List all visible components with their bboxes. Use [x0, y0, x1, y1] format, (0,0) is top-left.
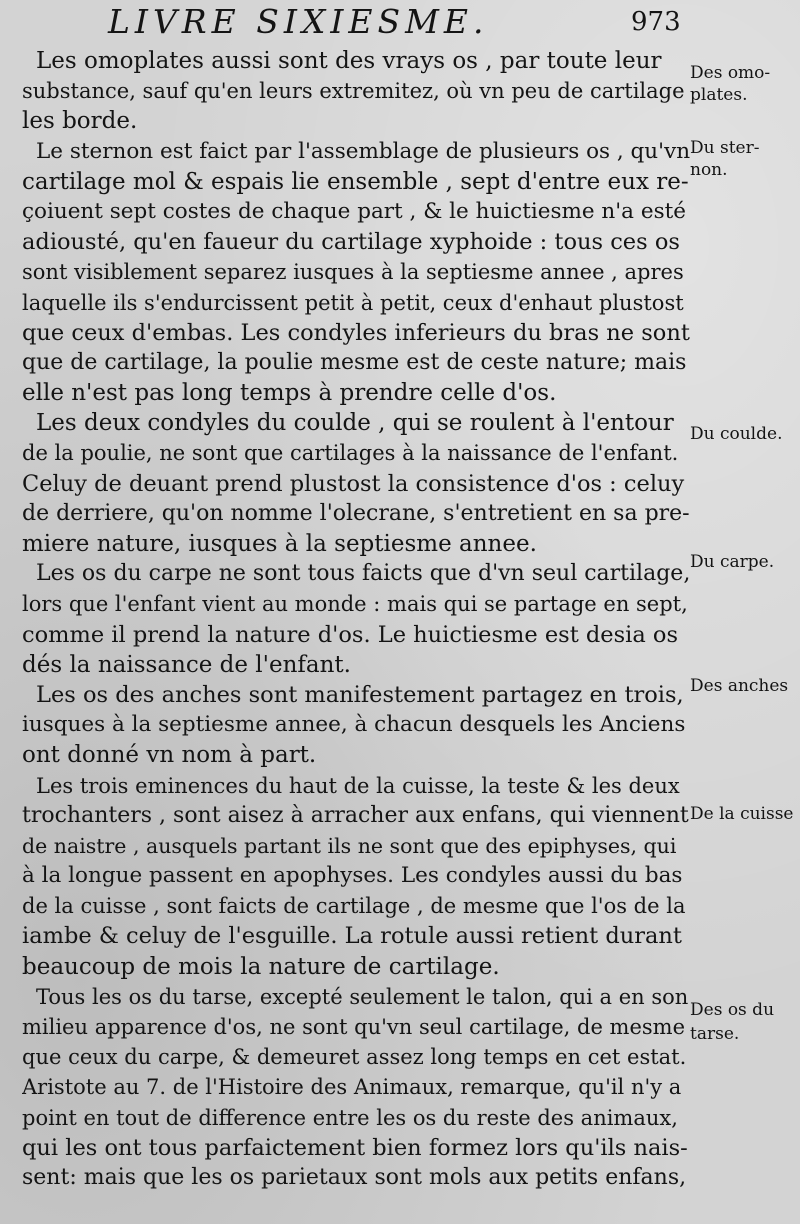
text-line: Les os du carpe ne sont tous faicts que d'vn seul cartilage, — [36, 561, 690, 587]
text-line: Le sternon est faict par l'assemblage de plusieurs os , qu'vn — [36, 138, 690, 164]
text-line: dés la naissance de l'enfant. — [22, 651, 351, 678]
text-line: comme il prend la nature d'os. Le huictiesme est desia os — [22, 621, 679, 648]
text-line: sont visiblement separez iusques à la septiesme annee , apres — [22, 260, 684, 285]
margin-note: Du coulde. — [690, 424, 783, 444]
text-line: miere nature, iusques à la septiesme annee. — [22, 531, 537, 557]
margin-note: tarse. — [690, 1024, 740, 1044]
margin-note: Du carpe. — [690, 552, 775, 572]
text-line: milieu apparence d'os, ne sont qu'vn seul cartilage, de mesme — [22, 1015, 686, 1039]
margin-note: non. — [690, 160, 728, 180]
text-line: lors que l'enfant vient au monde : mais qui se partage en sept, — [22, 592, 688, 617]
text-line: que ceux d'embas. Les condyles inferieurs du bras ne sont — [22, 319, 690, 346]
text-line: sent: mais que les os parietaux sont mols aux petits enfans, — [22, 1164, 687, 1190]
margin-note: Du ster- — [690, 138, 760, 158]
text-line: de la cuisse , sont faicts de cartilage , de mesme que l'os de la — [22, 894, 686, 919]
text-line: Tous les os du tarse, excepté seulement le talon, qui a en son — [36, 984, 689, 1009]
text-line: laquelle ils s'endurcissent petit à petit, ceux d'enhaut plustost — [22, 290, 684, 315]
text-line: de naistre , ausquels partant ils ne sont que des epiphyses, qui — [22, 833, 677, 858]
text-line: trochanters , sont aisez à arracher aux enfans, qui viennent — [22, 802, 689, 828]
text-line: ont donné vn nom à part. — [22, 742, 317, 769]
text-line: point en tout de difference entre les os du reste des animaux, — [22, 1105, 678, 1130]
running-head: LIVRE SIXIESME. — [108, 2, 489, 41]
text-line: de la poulie, ne sont que cartilages à la naissance de l'enfant. — [22, 441, 679, 466]
text-line: Les omoplates aussi sont des vrays os , par toute leur — [36, 48, 662, 74]
margin-note: Des omo- — [690, 63, 771, 83]
text-line: beaucoup de mois la nature de cartilage. — [22, 953, 500, 980]
text-line: Aristote au 7. de l'Histoire des Animaux, remarque, qu'il n'y a — [22, 1075, 682, 1100]
margin-notes — [690, 0, 798, 1224]
text-line: à la longue passent en apophyses. Les condyles aussi du bas — [22, 863, 683, 889]
text-line: Celuy de deuant prend plustost la consistence d'os : celuy — [22, 470, 685, 497]
margin-note: Des anches — [690, 676, 789, 696]
text-line: les borde. — [22, 108, 138, 135]
text-line: adiousté, qu'en faueur du cartilage xyphoide : tous ces os — [22, 229, 680, 256]
text-line: que ceux du carpe, & demeuret assez long temps en cet estat. — [22, 1045, 687, 1070]
text-line: elle n'est pas long temps à prendre celle d'os. — [22, 380, 557, 407]
text-line: çoiuent sept costes de chaque part , & le huictiesme n'a esté — [22, 198, 686, 224]
page-number: 973 — [631, 7, 681, 37]
text-line: substance, sauf qu'en leurs extremitez, où vn peu de cartilage — [22, 79, 685, 104]
text-line: iusques à la septiesme annee, à chacun desquels les Anciens — [22, 712, 686, 738]
text-line: Les trois eminences du haut de la cuisse, la teste & les deux — [36, 773, 680, 798]
margin-note: Des os du — [690, 1000, 775, 1020]
text-line: iambe & celuy de l'esguille. La rotule aussi retient durant — [22, 923, 682, 950]
text-line: cartilage mol & espais lie ensemble , sept d'entre eux re- — [22, 168, 689, 195]
margin-note: plates. — [690, 85, 748, 105]
margin-note: De la cuisse — [690, 804, 794, 824]
text-line: de derriere, qu'on nomme l'olecrane, s'entretient en sa pre- — [22, 500, 690, 526]
body-text — [22, 46, 690, 1193]
text-line: qui les ont tous parfaictement bien formez lors qu'ils nais- — [22, 1134, 688, 1161]
text-line: Les os des anches sont manifestement partagez en trois, — [36, 681, 684, 708]
text-line: que de cartilage, la poulie mesme est de ceste nature; mais — [22, 349, 687, 375]
text-line: Les deux condyles du coulde , qui se roulent à l'entour — [36, 410, 674, 437]
